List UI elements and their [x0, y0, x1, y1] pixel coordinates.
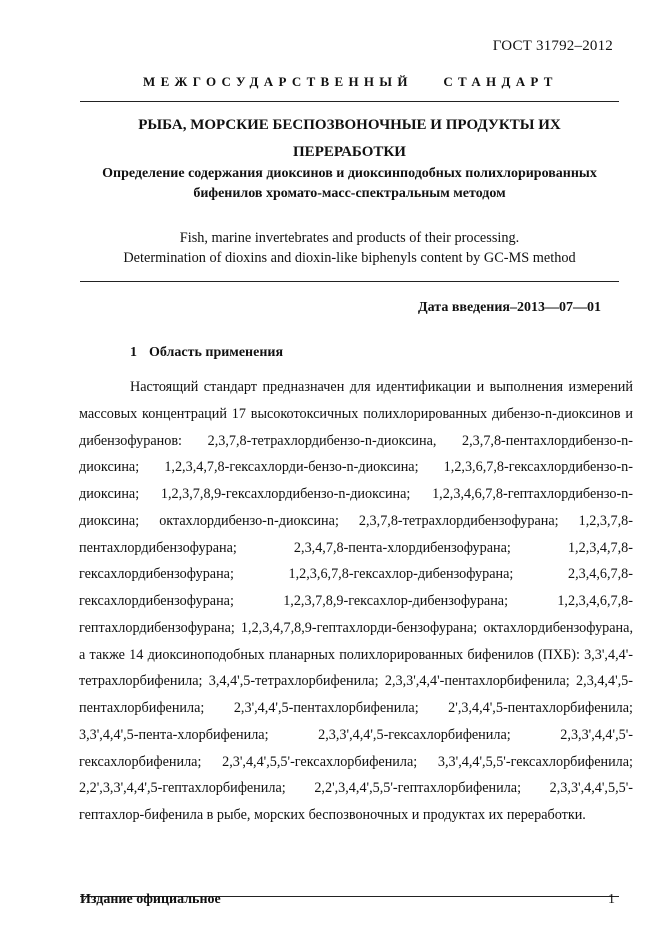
title-divider [80, 281, 619, 282]
title-en-line-1: Fish, marine invertebrates and products of their processing. [179, 230, 520, 246]
section-number: 1 [130, 345, 137, 360]
section-title: Область применения [149, 345, 284, 360]
page-number: 1 [608, 892, 615, 907]
document-title-en [80, 228, 619, 268]
body-paragraph: Настоящий стандарт предназначен для идентификации и выполнения измерений массовых концентраций 17 высокотоксичных полихлорированных дибензо-n-диоксинов и дибензофуранов: 2,3,7,8-тетрахлордибензо-n-диоксина, 2,3,7,8-пентахлордибензо-n-диоксина; 1,2,3,4,7,8-гексахлорди-бензо-n-диоксина; 1,2,3,6,7,8-гексахлордибензо-n-диоксина; 1,2,3,7,8,9-гексахлордибензо-n-диоксина; 1,2,3,4,6,7,8-гептахлордибензо-n-диоксина; октахлордибензо-n-диоксина; 2,3,7,8-тетрахлордибензофурана; 1,2,3,7,8-пентахлордибензофурана; 2,3,4,7,8-пента-хлордибензофурана; 1,2,3,4,7,8-гексахлордибензофурана; 1,2,3,6,7,8-гексахлор-дибензофурана; 2,3,4,6,7,8-гексахлордибензофурана; 1,2,3,7,8,9-гексахлор-дибензофурана; 1,2,3,4,6,7,8-гептахлордибензофурана; 1,2,3,4,7,8,9-гептахлорди-бензофурана; октахлордибензофурана, а также 14 диоксиноподобных планарных полихлорированных бифенилов (ПХБ): 3,3',4,4'-тетрахлорбифенила; 3,4,4',5-тетрахлорбифенила; 2,3,3',4,4'-пентахлорбифенила; 2,3,4,4',5-пентахлорбифенила; 2,3',4,4',5-пентахлорбифенила; 2',3,4,4',5-пентахлорбифенила; 3,3',4,4',5-пента-хлорбифенила; 2,3,3',4,4',5-гексахлорбифенила; 2,3,3',4,4',5'-гексахлорбифенила; 2,3',4,4',5,5'-гексахлорбифенила; 3,3',4,4',5,5'-гексахлорбифенила; 2,2',3,3',4,4',5-гептахлорбифенила; 2,2',3,4,4',5,5'-гептахлорбифенила; 2,3,3',4,4',5,5'-гептахлор-бифенила в рыбе, морских беспозвоночных и продуктах их переработки. [79, 379, 633, 823]
standard-number: ГОСТ 31792–2012 [492, 38, 613, 54]
header-divider [80, 101, 619, 102]
document-title-ru: РЫБА, МОРСКИЕ БЕСПОЗВОНОЧНЫЕ И ПРОДУКТЫ ИХ ПЕРЕРАБОТКИ [138, 117, 561, 160]
introduction-date: Дата введения–2013—07—01 [418, 300, 601, 315]
title-en-line-2: Determination of dioxins and dioxin-like biphenyls content by GC-MS method [123, 250, 576, 266]
standard-type-heading: МЕЖГОСУДАРСТВЕННЫЙ СТАНДАРТ [143, 74, 558, 89]
document-subtitle-ru: Определение содержания диоксинов и диоксинподобных полихлорированных бифенилов хромато-масс-спектральным методом [102, 166, 597, 201]
section-heading [130, 345, 283, 361]
edition-label: Издание официальное [80, 892, 221, 907]
